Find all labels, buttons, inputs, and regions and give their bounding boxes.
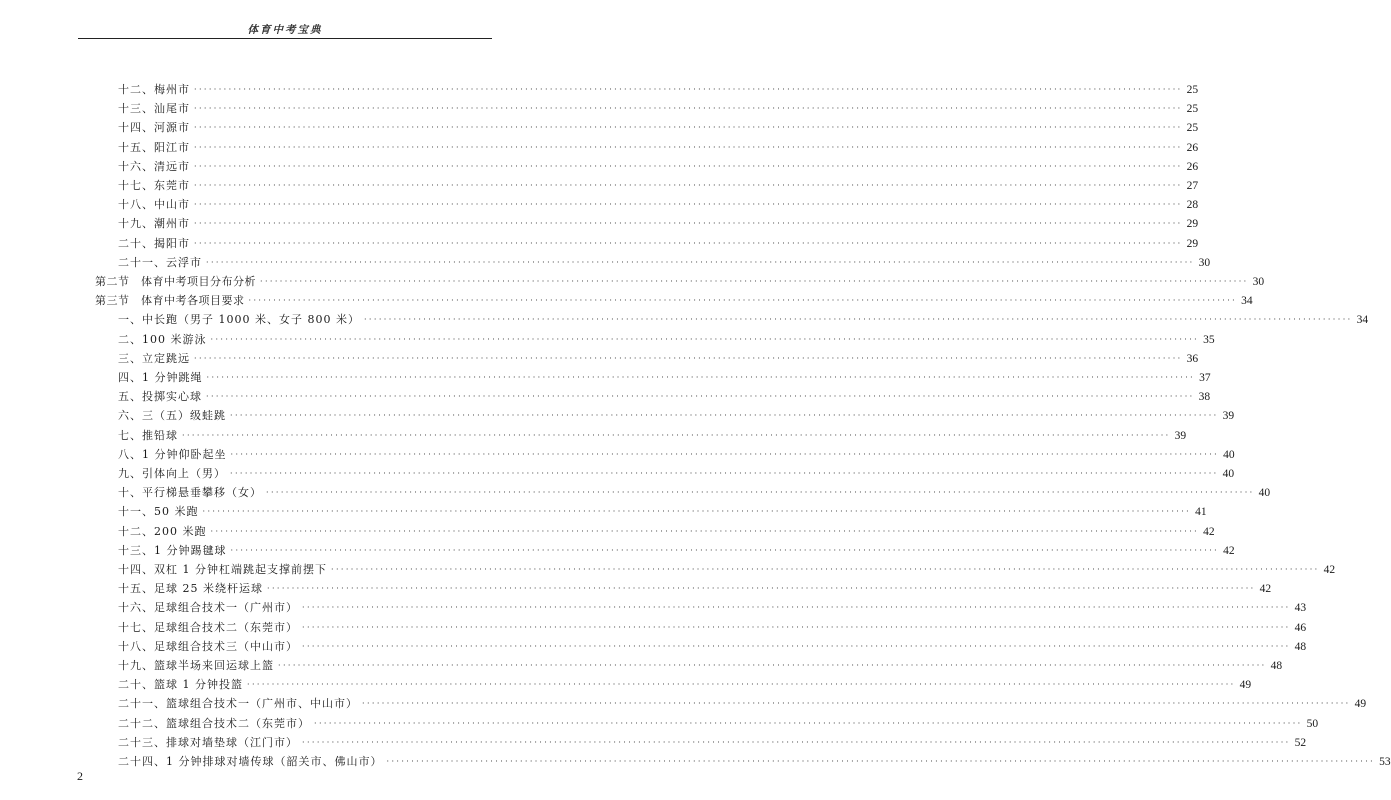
toc-entry-title: 二十三、排球对墙垫球（江门市） — [118, 735, 298, 749]
toc-entry — [118, 213, 1199, 231]
toc-entry-title: 十、平行梯悬垂攀移（女） — [118, 486, 262, 500]
dot-leader: ········································································································································································································ — [302, 603, 1291, 613]
dot-leader: ········································································································································································································ — [331, 565, 1320, 574]
dot-leader: ········································································································································································································ — [248, 296, 1238, 306]
toc-entry-page: 30 — [1198, 256, 1211, 269]
toc-entry — [118, 713, 1319, 731]
toc-entry-page: 26 — [1186, 160, 1199, 173]
toc-entry-title: 二十一、篮球组合技术一（广州市、中山市） — [118, 697, 358, 711]
toc-entry-title: 十八、足球组合技术三（中山市） — [118, 639, 298, 653]
toc-entry — [118, 386, 1211, 404]
toc-entry — [118, 521, 1215, 539]
toc-entry-title: 第二节 体育中考项目分布分析 — [95, 275, 256, 288]
toc-entry-page: 49 — [1239, 679, 1252, 692]
toc-entry-title: 一、中长跑（男子 1000 米、女子 800 米） — [118, 313, 360, 327]
dot-leader: ········································································································································································································ — [206, 392, 1195, 402]
toc-entry-page: 36 — [1186, 352, 1199, 365]
dot-leader: ········································································································································································································ — [302, 737, 1291, 747]
toc-entry-title: 十五、足球 25 米绕杆运球 — [118, 582, 263, 596]
toc-entry-title: 十三、1 分钟踢毽球 — [118, 543, 227, 557]
toc-entry-title: 第三节 体育中考各项目要求 — [95, 294, 245, 308]
book-title: 体育中考宝典 — [247, 24, 323, 36]
toc-entry — [118, 252, 1211, 270]
toc-entry-page: 39 — [1222, 410, 1235, 423]
dot-leader: ········································································································································································································ — [362, 699, 1351, 709]
toc-entry-title: 十七、足球组合技术二（东莞市） — [118, 620, 298, 634]
dot-leader: ········································································································································································································ — [194, 85, 1183, 94]
toc-entry — [118, 501, 1207, 519]
toc-entry — [118, 617, 1307, 635]
toc-entry-page: 46 — [1294, 621, 1307, 634]
dot-leader: ········································································································································································································ — [230, 411, 1219, 421]
dot-leader: ········································································································································································································ — [194, 181, 1183, 190]
toc-entry — [118, 444, 1235, 462]
toc-entry-title: 十五、阳江市 — [118, 140, 190, 154]
toc-entry — [118, 309, 1369, 327]
running-header — [78, 22, 492, 42]
toc-entry-page: 53 — [1379, 756, 1391, 768]
toc-entry-title: 八、1 分钟仰卧起坐 — [118, 447, 227, 461]
toc-entry-page: 40 — [1223, 448, 1235, 461]
dot-leader: ········································································································································································································ — [206, 373, 1196, 382]
toc-entry-title: 十一、50 米跑 — [118, 505, 199, 519]
toc-entry-page: 30 — [1252, 276, 1265, 288]
dot-leader: ········································································································································································································ — [314, 718, 1303, 728]
dot-leader: ········································································································································································································ — [194, 161, 1183, 171]
toc-entry — [118, 463, 1235, 481]
dot-leader: ········································································································································································································ — [302, 641, 1291, 651]
toc-entry — [118, 175, 1199, 193]
toc-entry-title: 十四、河源市 — [118, 121, 190, 135]
toc-entry — [118, 425, 1187, 443]
toc-entry — [118, 559, 1336, 577]
toc-entry-page: 29 — [1186, 237, 1199, 250]
toc-entry-page: 42 — [1323, 564, 1336, 576]
toc-entry — [118, 405, 1235, 423]
toc-entry — [118, 348, 1199, 366]
toc-entry-page: 49 — [1354, 698, 1367, 711]
toc-entry — [118, 578, 1272, 596]
dot-leader: ········································································································································································································ — [266, 488, 1255, 498]
toc-entry-page: 25 — [1186, 84, 1199, 96]
dot-leader: ········································································································································································································ — [302, 622, 1291, 632]
toc-entry-title: 十六、足球组合技术一（广州市） — [118, 601, 298, 615]
dot-leader: ········································································································································································································ — [260, 277, 1249, 286]
dot-leader: ········································································································································································································ — [230, 449, 1220, 459]
dot-leader: ········································································································································································································ — [202, 507, 1192, 517]
toc-entry-page: 39 — [1174, 429, 1187, 442]
toc-entry-page: 40 — [1222, 468, 1235, 480]
dot-leader: ········································································································································································································ — [194, 219, 1183, 229]
toc-entry-page: 25 — [1186, 122, 1199, 135]
toc-entry-page: 43 — [1294, 602, 1307, 615]
toc-entry-page: 38 — [1198, 391, 1211, 404]
toc-entry-title: 二十二、篮球组合技术二（东莞市） — [118, 716, 310, 730]
dot-leader: ········································································································································································································ — [386, 757, 1376, 766]
toc-entry — [118, 233, 1199, 251]
toc-entry — [118, 693, 1367, 711]
toc-entry-page: 50 — [1306, 717, 1319, 730]
toc-entry-page: 35 — [1203, 333, 1215, 346]
dot-leader: ········································································································································································································ — [194, 104, 1183, 114]
toc-entry-page: 42 — [1223, 544, 1235, 557]
toc-entry — [118, 540, 1235, 558]
toc-entry-page: 34 — [1356, 314, 1369, 327]
toc-entry — [118, 655, 1283, 673]
dot-leader: ········································································································································································································ — [194, 200, 1183, 210]
dot-leader: ········································································································································································································ — [363, 315, 1353, 325]
toc-entry-title: 四、1 分钟跳绳 — [118, 371, 203, 384]
toc-entry-page: 34 — [1241, 295, 1253, 308]
toc-entry-page: 42 — [1259, 583, 1272, 596]
toc-entry — [118, 79, 1199, 97]
toc-entry — [118, 194, 1199, 212]
dot-leader: ········································································································································································································ — [194, 238, 1183, 248]
toc-entry-title: 二十四、1 分钟排球对墙传球（韶关市、佛山市） — [118, 755, 383, 768]
toc-entry-title: 十九、篮球半场来回运球上篮 — [118, 659, 274, 672]
toc-entry — [118, 329, 1215, 347]
toc-entry-page: 40 — [1258, 487, 1271, 500]
dot-leader: ········································································································································································································ — [267, 584, 1256, 594]
dot-leader: ········································································································································································································ — [182, 430, 1171, 440]
toc-entry-title: 十七、东莞市 — [118, 179, 190, 192]
toc-entry-page: 37 — [1199, 372, 1211, 384]
toc-entry — [118, 117, 1199, 135]
toc-entry-title: 二十一、云浮市 — [118, 255, 202, 269]
toc-entry-title: 十六、清远市 — [118, 159, 190, 173]
page-number: 2 — [77, 769, 83, 783]
header-rule — [78, 38, 492, 39]
toc-entry-title: 十四、双杠 1 分钟杠端跳起支撑前摆下 — [118, 563, 327, 576]
toc-entry-page: 48 — [1294, 640, 1307, 653]
toc-entry-title: 二十、揭阳市 — [118, 236, 190, 250]
toc-entry-title: 九、引体向上（男） — [118, 467, 226, 480]
toc-section-entry — [95, 271, 1265, 289]
toc-entry-title: 六、三（五）级蛙跳 — [118, 409, 226, 423]
toc-entry-page: 27 — [1186, 180, 1199, 192]
toc-entry-title: 五、投掷实心球 — [118, 390, 202, 404]
dot-leader: ········································································································································································································ — [210, 526, 1200, 536]
toc-entry-page: 29 — [1186, 218, 1199, 231]
toc-entry-title: 十三、汕尾市 — [118, 102, 190, 116]
toc-entry — [118, 156, 1199, 174]
toc-entry-page: 25 — [1186, 103, 1199, 116]
dot-leader: ········································································································································································································ — [194, 123, 1183, 133]
dot-leader: ········································································································································································································ — [206, 257, 1195, 267]
toc-entry-page: 48 — [1270, 660, 1283, 672]
toc-entry-title: 十九、潮州市 — [118, 217, 190, 231]
toc-entry-page: 26 — [1186, 141, 1199, 154]
toc-entry-title: 二、100 米游泳 — [118, 332, 207, 346]
toc-entry — [118, 367, 1211, 385]
dot-leader: ········································································································································································································ — [194, 142, 1183, 152]
toc-entry — [118, 636, 1307, 654]
toc-entry — [118, 751, 1391, 769]
toc-entry-title: 十八、中山市 — [118, 198, 190, 212]
dot-leader: ········································································································································································································ — [194, 353, 1183, 363]
toc-entry — [118, 137, 1199, 155]
toc-entry-page: 52 — [1294, 736, 1307, 749]
toc-entry — [118, 732, 1307, 750]
toc-entry-page: 42 — [1203, 525, 1215, 538]
toc-entry-page: 28 — [1186, 199, 1199, 212]
toc-entry-title: 二十、篮球 1 分钟投篮 — [118, 678, 243, 692]
dot-leader: ········································································································································································································ — [210, 334, 1200, 344]
toc-entry — [118, 98, 1199, 116]
toc-entry — [118, 597, 1307, 615]
toc-entry-page: 41 — [1195, 506, 1207, 519]
dot-leader: ········································································································································································································ — [230, 469, 1219, 478]
toc-entry — [118, 482, 1271, 500]
toc-entry-title: 十二、梅州市 — [118, 83, 190, 96]
dot-leader: ········································································································································································································ — [278, 661, 1267, 670]
toc-entry-title: 三、立定跳远 — [118, 351, 190, 365]
toc-entry-title: 十二、200 米跑 — [118, 524, 207, 538]
dot-leader: ········································································································································································································ — [230, 545, 1220, 555]
toc-section-entry — [95, 290, 1253, 308]
dot-leader: ········································································································································································································ — [247, 680, 1236, 690]
toc-entry-title: 七、推铅球 — [118, 428, 178, 442]
toc-entry — [118, 674, 1252, 692]
